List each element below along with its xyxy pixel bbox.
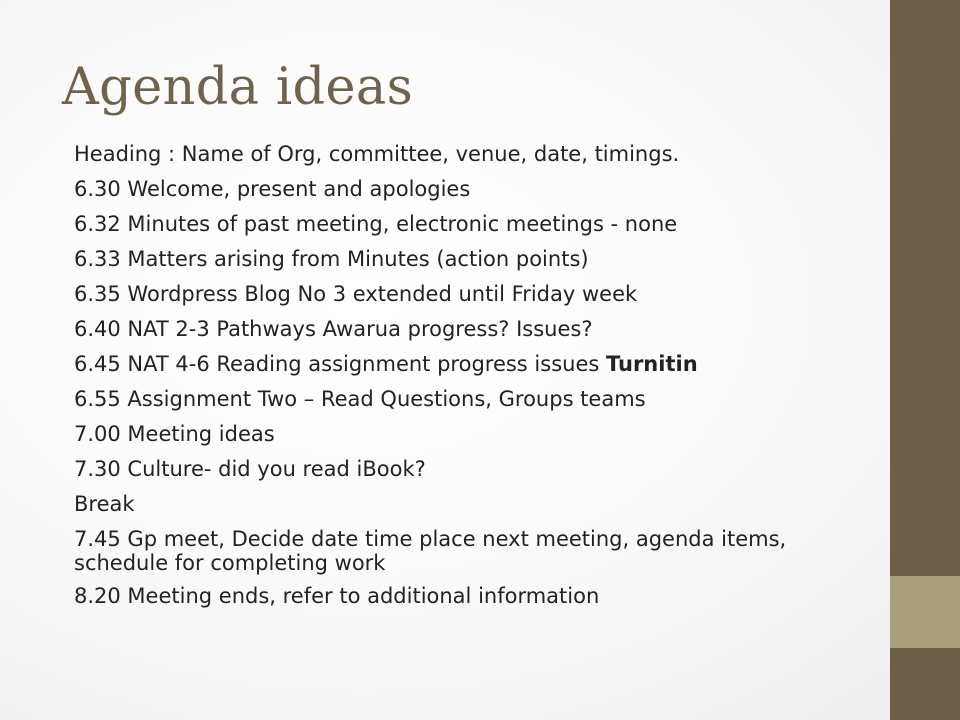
agenda-item-meeting-ideas: 7.00 Meeting ideas <box>74 422 275 446</box>
agenda-item-welcome: 6.30 Welcome, present and apologies <box>74 177 471 201</box>
agenda-item-assignment-two: 6.55 Assignment Two – Read Questions, Groups teams <box>74 387 646 411</box>
agenda-item-culture: 7.30 Culture- did you read iBook? <box>74 457 426 481</box>
agenda-item-nat-4-6-text: 6.45 NAT 4-6 Reading assignment progress issues <box>74 352 606 376</box>
side-bar-accent-block <box>890 576 960 648</box>
side-bar-top-block <box>890 0 960 576</box>
agenda-item-nat-4-6 <box>74 352 880 376</box>
agenda-list <box>74 142 880 619</box>
slide-title: Agenda ideas <box>62 58 414 117</box>
agenda-item-wordpress-blog: 6.35 Wordpress Blog No 3 extended until Friday week <box>74 282 638 306</box>
agenda-item-minutes: 6.32 Minutes of past meeting, electronic meetings - none <box>74 212 678 236</box>
agenda-item-group-meet: 7.45 Gp meet, Decide date time place next meeting, agenda items, schedule for completing work <box>74 527 787 575</box>
agenda-item-heading: Heading : Name of Org, committee, venue, date, timings. <box>74 142 680 166</box>
agenda-item-matters-arising: 6.33 Matters arising from Minutes (action points) <box>74 247 589 271</box>
side-decoration-bar <box>890 0 960 720</box>
turnitin-label: Turnitin <box>605 352 698 376</box>
agenda-item-meeting-ends: 8.20 Meeting ends, refer to additional information <box>74 584 600 608</box>
side-bar-bottom-block <box>890 648 960 720</box>
agenda-item-break: Break <box>74 492 135 516</box>
agenda-item-nat-2-3: 6.40 NAT 2-3 Pathways Awarua progress? Issues? <box>74 317 593 341</box>
